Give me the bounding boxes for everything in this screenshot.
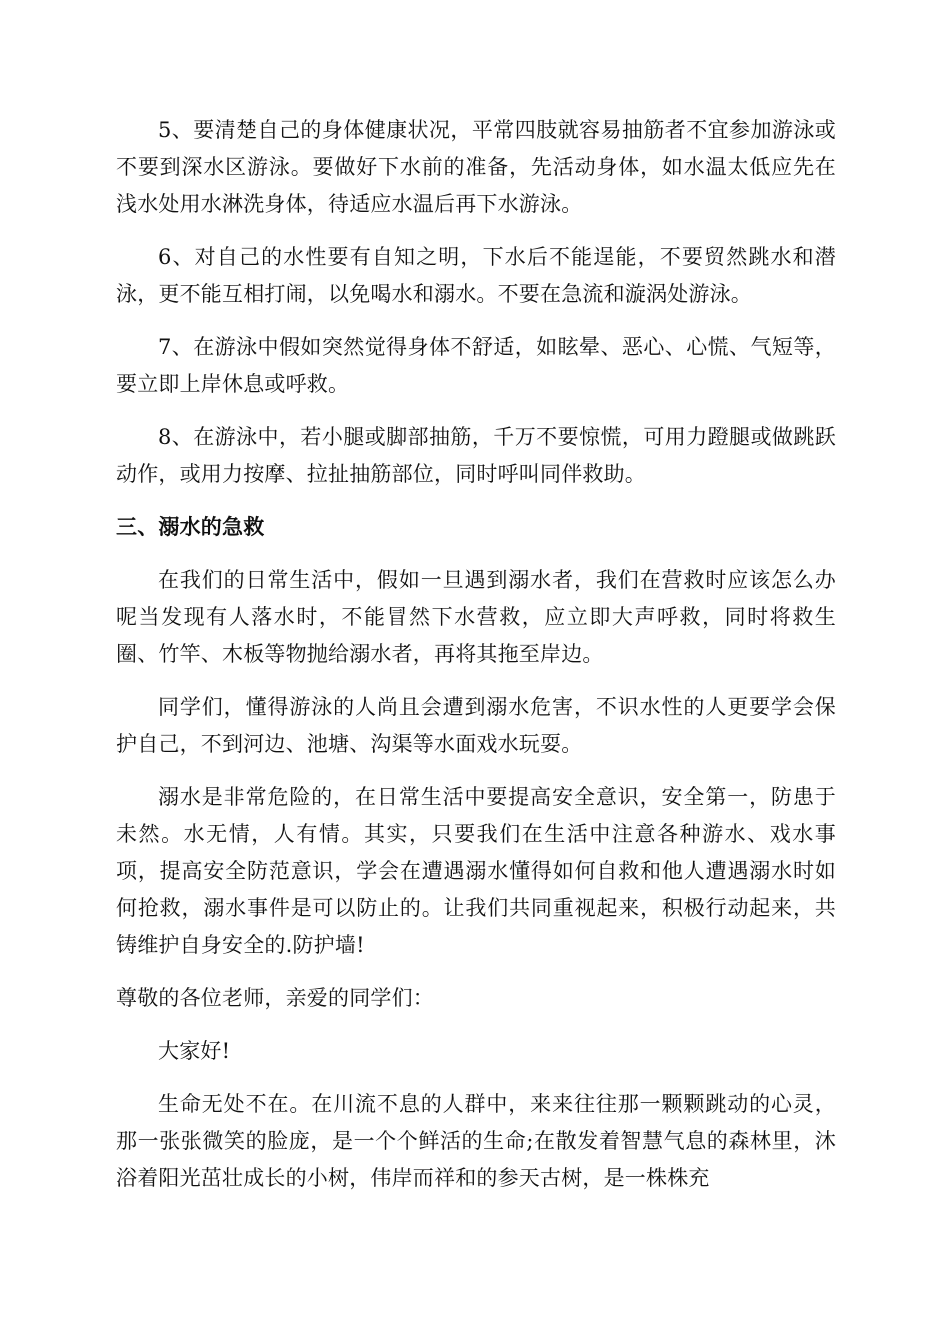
section-heading-rescue: 三、溺水的急救 xyxy=(116,515,265,539)
paragraph-item-7: 7、在游泳中假如突然觉得身体不舒适，如眩晕、恶心、心慌、气短等，要立即上岸休息或呼救。 xyxy=(116,335,836,396)
paragraph-life-everywhere: 生命无处不在。在川流不息的人群中，来来往往那一颗颗跳动的心灵，那一张张微笑的脸庞，是一个个鲜活的生命;在散发着智慧气息的森林里，沐浴着阳光茁壮成长的小树，伟岸而祥和的参天古树，是一株株充 xyxy=(116,1092,836,1190)
document-body xyxy=(116,112,836,1213)
paragraph-item-5: 5、要清楚自己的身体健康状况，平常四肢就容易抽筋者不宜参加游泳或不要到深水区游泳。要做好下水前的准备，先活动身体，如水温太低应先在浅水处用水淋洗身体，待适应水温后再下水游泳。 xyxy=(116,118,836,216)
paragraph-item-8: 8、在游泳中，若小腿或脚部抽筋，千万不要惊慌，可用力蹬腿或做跳跃动作，或用力按摩、拉扯抽筋部位，同时呼叫同伴救助。 xyxy=(116,425,836,486)
speech-greeting: 大家好! xyxy=(158,1039,231,1063)
paragraph-self-protection: 同学们，懂得游泳的人尚且会遭到溺水危害，不识水性的人更要学会保护自己，不到河边、池塘、沟渠等水面戏水玩耍。 xyxy=(116,695,836,756)
paragraph-rescue-method: 在我们的日常生活中，假如一旦遇到溺水者，我们在营救时应该怎么办呢当发现有人落水时，不能冒然下水营救，应立即大声呼救，同时将救生圈、竹竿、木板等物抛给溺水者，再将其拖至岸边。 xyxy=(116,568,836,666)
paragraph-safety-awareness: 溺水是非常危险的，在日常生活中要提高安全意识，安全第一，防患于未然。水无情，人有情。其实，只要我们在生活中注意各种游水、戏水事项，提高安全防范意识，学会在遭遇溺水懂得如何自救和他人遭遇溺水时如何抢救，溺水事件是可以防止的。让我们共同重视起来，积极行动起来，共铸维护自身安全的.防护墙! xyxy=(116,785,836,957)
speech-salutation: 尊敬的各位老师，亲爱的同学们： xyxy=(116,986,434,1010)
paragraph-item-6: 6、对自己的水性要有自知之明，下水后不能逞能，不要贸然跳水和潜泳，更不能互相打闹，以免喝水和溺水。不要在急流和漩涡处游泳。 xyxy=(116,245,836,306)
